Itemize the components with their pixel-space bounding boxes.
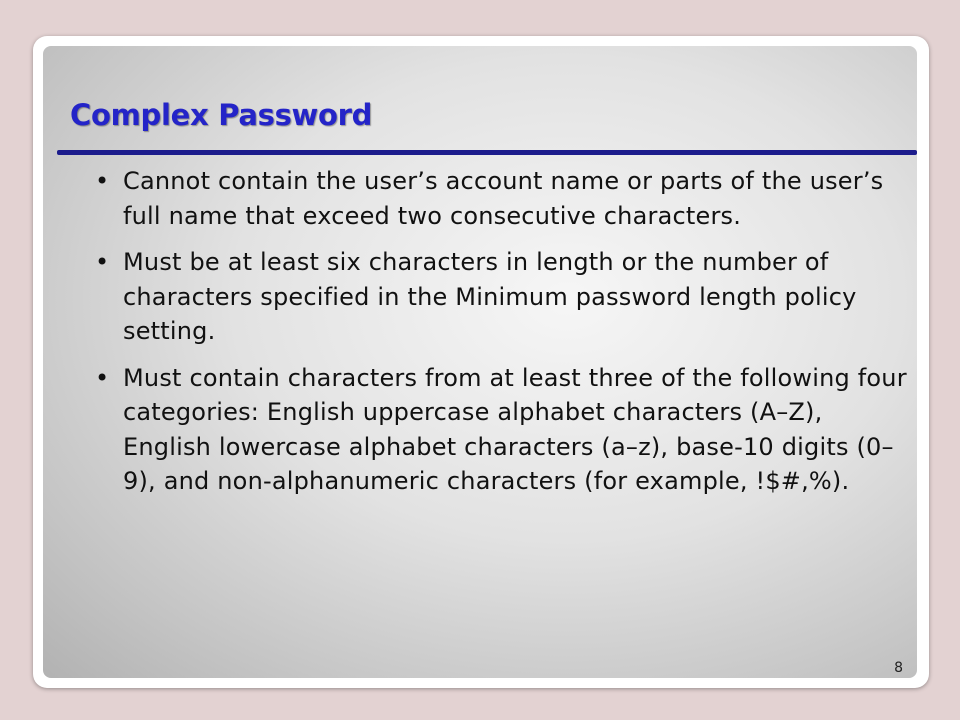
- bullet-text: Must contain characters from at least three of the following four categories: English uppercase alphabet characters (A–Z), English lowercase alphabet characters (a–z), base-10 digits (0–9), and non-alphanumeric characters (for example, !$#,%).: [123, 363, 907, 495]
- bullet-item: [95, 164, 913, 233]
- bullet-item: [95, 361, 913, 499]
- bullet-marker: •: [95, 167, 110, 195]
- bullet-text: Cannot contain the user’s account name or parts of the user’s full name that exceed two consecutive characters.: [123, 167, 884, 230]
- title-underline: [57, 150, 917, 155]
- slide-title: Complex Password: [70, 98, 373, 132]
- slide-frame: [33, 36, 929, 688]
- bullet-list: [95, 164, 913, 511]
- slide-panel: [43, 46, 917, 678]
- bullet-marker: •: [95, 363, 110, 392]
- bullet-text: Must be at least six characters in length or the number of characters specified in the Minimum password length policy setting.: [123, 248, 857, 345]
- bullet-marker: •: [95, 248, 110, 276]
- bullet-item: [95, 245, 913, 349]
- page-number: 8: [894, 660, 903, 676]
